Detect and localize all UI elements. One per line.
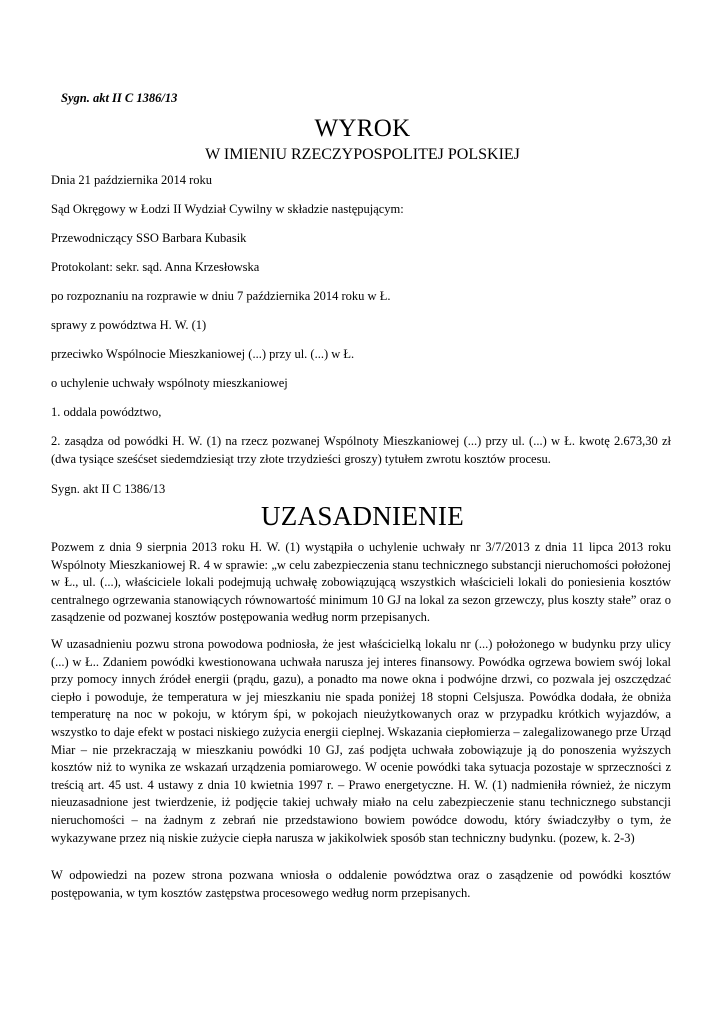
subject-line: o uchylenie uchwały wspólnoty mieszkaniowej bbox=[51, 376, 288, 390]
ruling-item-2: 2. zasądza od powódki H. W. (1) na rzecz pozwanej Wspólnoty Mieszkaniowej (...) przy ul. (...) w Ł. kwotę 2.673,30 zł (dwa tysiące sześćset siedemdziesiąt trzy złote trzydzieści groszy) tytułem zwrotu kosztów procesu. bbox=[51, 434, 671, 466]
defendant-line: przeciwko Wspólnocie Mieszkaniowej (...) przy ul. (...) w Ł. bbox=[51, 347, 355, 361]
case-reference-bottom: Sygn. akt II C 1386/13 bbox=[51, 482, 166, 496]
judgment-subtitle: W IMIENIU RZECZYPOSPOLITEJ POLSKIEJ bbox=[205, 146, 520, 163]
justification-paragraph-3: W odpowiedzi na pozew strona pozwana wniosła o oddalenie powództwa oraz o zasądzenie od powódki kosztów postępowania, w tym kosztów zastępstwa procesowego według norm przepisanych. bbox=[51, 868, 671, 900]
hearing-line: po rozpoznaniu na rozprawie w dniu 7 października 2014 roku w Ł. bbox=[51, 289, 391, 303]
ruling-item-1: 1. oddala powództwo, bbox=[51, 405, 162, 419]
chair-line: Przewodniczący SSO Barbara Kubasik bbox=[51, 231, 247, 245]
justification-paragraph-1: Pozwem z dnia 9 sierpnia 2013 roku H. W. (1) wystąpiła o uchylenie uchwały nr 3/7/2013 z dnia 11 lipca 2013 roku Wspólnoty Mieszkaniowej R. 4 w sprawie: „w celu zabezpieczenia stanu technicznego substancji nieruchomości położonej w Ł., ul. (...), właściciele lokali podejmują uchwałę zobowiązującą wszystkich właścicieli lokali do poniesienia kosztów centralnego ogrzewania stanowiących równowartość minimum 10 GJ na lokal za sezon grzewczy, plus koszty stałe” oraz o zasądzenie od pozwanej kosztów postępowania według norm przepisanych. bbox=[51, 540, 671, 625]
justification-title: UZASADNIENIE bbox=[260, 501, 465, 531]
court-line: Sąd Okręgowy w Łodzi II Wydział Cywilny w składzie następującym: bbox=[51, 202, 404, 216]
case-reference-top: Sygn. akt II C 1386/13 bbox=[61, 91, 178, 105]
judgment-title: WYROK bbox=[314, 115, 411, 142]
clerk-line: Protokolant: sekr. sąd. Anna Krzesłowska bbox=[51, 260, 260, 274]
plaintiff-line: sprawy z powództwa H. W. (1) bbox=[51, 318, 207, 332]
justification-paragraph-2: W uzasadnieniu pozwu strona powodowa podniosła, że jest właścicielką lokalu nr (...) położonego w budynku przy ulicy (...) w Ł.. Zdaniem powódki kwestionowana uchwała narusza jej interes finansowy. Powódka ogrzewa bowiem swój lokal przy pomocy innych źródeł energii (prądu, gazu), a ponadto ma nowe okna i podwójne drzwi, co pozwala jej oszczędzać ciepło i powoduje, że temperatura w jej mieszkaniu nie spada poniżej 18 stopni Celsjusza. Powódka dodała, że obniża temperaturę na noc w pokoju, w którym śpi, w pokojach nieużytkowanych oraz w przypadku krótkich wyjazdów, a wszystko to daje efekt w postaci niskiego zużycia energii cieplnej. Wskazania ciepłomierza – zalegalizowanego prze Urząd Miar – nie przekraczają w mieszkaniu powódki 10 GJ, zaś podjęta uchwała zobowiązuje ją do ponoszenia wyższych kosztów niż to wynika ze wskazań urządzenia pomiarowego. W ocenie powódki taka sytuacja pozostaje w sprzeczności z treścią art. 45 ust. 4 ustawy z dnia 10 kwietnia 1997 r. – Prawo energetyczne. H. W. (1) nadmieniła również, że niczym nieuzasadnione jest twierdzenie, iż podjęcie takiej uchwały miało na celu zabezpieczenie stanu technicznego substancji nieruchomości – na żadnym z zebrań nie przedstawiono bowiem powódce dowodu, który świadczyłby o tym, że wykazywane przez nią niskie zużycie ciepła narusza w jakikolwiek sposób stan techniczny budynku. (pozew, k. 2-3) bbox=[51, 637, 671, 845]
date-line: Dnia 21 października 2014 roku bbox=[51, 173, 213, 187]
